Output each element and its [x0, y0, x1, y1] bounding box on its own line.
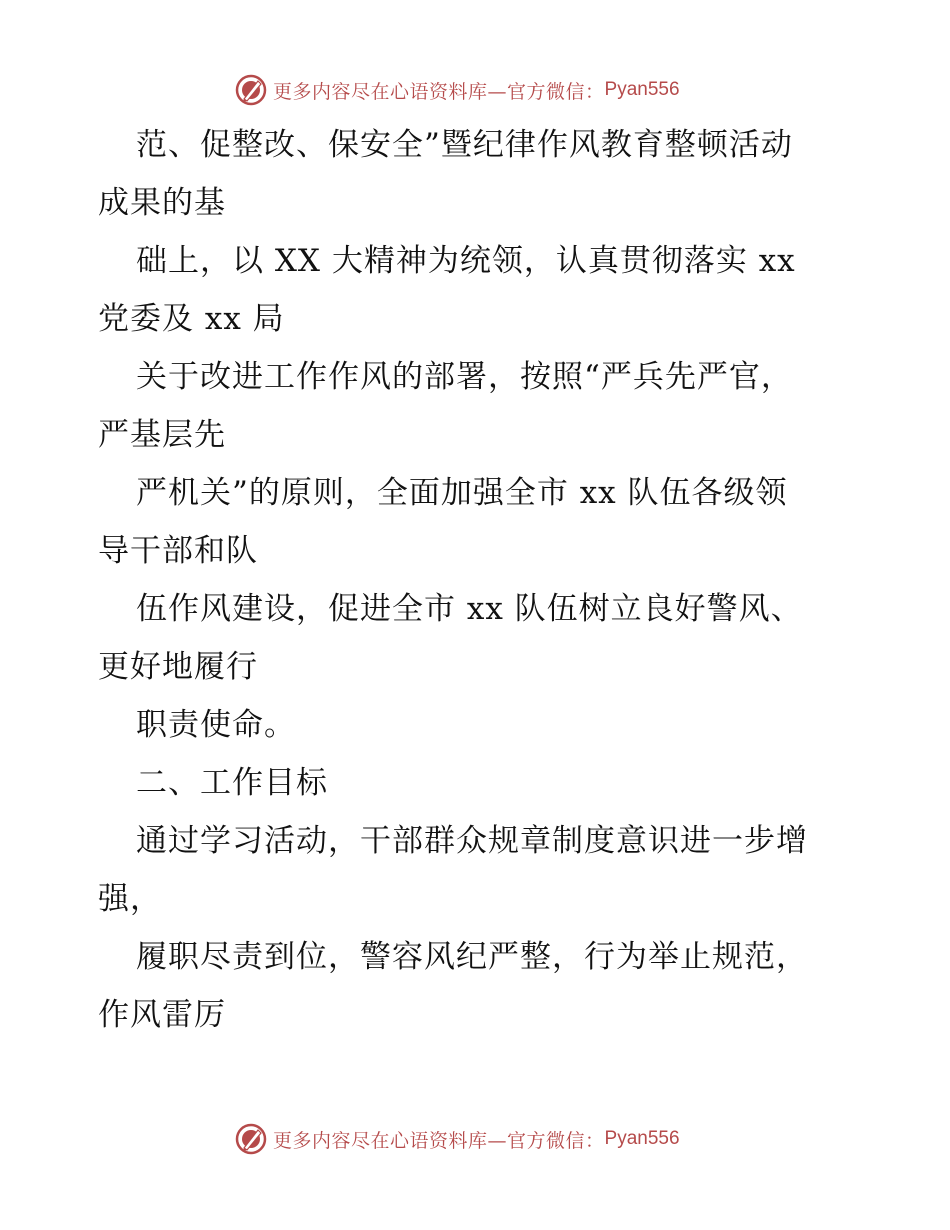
- text-line: 严机关”的原则，全面加强全市 xx 队伍各级领: [136, 475, 788, 511]
- text-line: 强，: [98, 881, 162, 917]
- text-line: 履职尽责到位，警容风纪严整，行为举止规范，: [136, 939, 808, 975]
- pen-logo-icon: [235, 1123, 267, 1155]
- document-body: [98, 116, 858, 1044]
- text-line: 严基层先: [98, 417, 226, 453]
- text-line: 更好地履行: [98, 649, 258, 685]
- section-heading: 二、工作目标: [136, 765, 328, 801]
- text-line: 础上，以 XX 大精神为统领，认真贯彻落实 xx: [136, 243, 796, 279]
- text-line: 党委及 xx 局: [98, 301, 285, 337]
- text-line: 职责使命。: [136, 707, 296, 743]
- watermark-text: 更多内容尽在心语资料库—官方微信：: [273, 1129, 605, 1152]
- watermark-text: 更多内容尽在心语资料库—官方微信：: [273, 80, 605, 103]
- pen-logo-icon: [235, 74, 267, 106]
- text-line: 通过学习活动，干部群众规章制度意识进一步增: [136, 823, 808, 859]
- watermark-footer: [235, 1122, 680, 1156]
- text-line: 范、促整改、保安全”暨纪律作风教育整顿活动: [136, 127, 793, 163]
- watermark-header: [235, 73, 680, 107]
- text-line: 关于改进工作作风的部署，按照“严兵先严官，: [136, 359, 793, 395]
- text-line: 作风雷厉: [98, 997, 226, 1033]
- text-line: 伍作风建设，促进全市 xx 队伍树立良好警风、: [136, 591, 803, 627]
- text-line: 成果的基: [98, 185, 226, 221]
- watermark-wechat-id: Pyan556: [604, 1128, 680, 1149]
- watermark-wechat-id: Pyan556: [604, 79, 680, 100]
- text-line: 导干部和队: [98, 533, 258, 569]
